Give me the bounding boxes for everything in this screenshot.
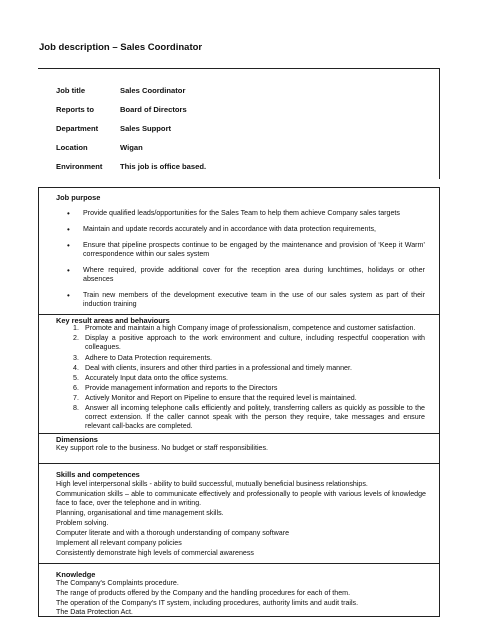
purpose-bullet: • Maintain and update records accurately and in accordance with data protection requirements, — [67, 225, 376, 234]
info-label: Environment — [56, 162, 103, 171]
info-value: This job is office based. — [120, 162, 207, 171]
key-result-item: 6. Provide management information and reports to the Directors — [73, 384, 278, 392]
bullet-icon: • — [67, 291, 70, 300]
job-info-table — [38, 68, 440, 179]
info-label: Reports to — [56, 105, 94, 114]
skills-line: Consistently demonstrate high levels of commercial awareness — [56, 549, 254, 557]
key-result-item: 3. Adhere to Data Protection requirements. — [73, 354, 212, 362]
key-result-item: 1. Promote and maintain a high Company image of professionalism, competence and customer satisfaction. — [73, 324, 416, 332]
info-value: Sales Support — [120, 124, 172, 133]
info-value: Wigan — [120, 143, 143, 152]
dimensions-text: Key support role to the business. No budget or staff responsibilities. — [56, 444, 269, 452]
info-label: Location — [56, 143, 88, 152]
bullet-icon: • — [67, 241, 70, 250]
dimensions-section — [39, 433, 439, 444]
page-title: Job description – Sales Coordinator — [39, 42, 203, 53]
info-label: Department — [56, 124, 99, 133]
skills-line: Planning, organisational and time management skills. — [56, 509, 224, 517]
job-details-table — [38, 187, 440, 617]
key-result-item: 4. Deal with clients, insurers and other third parties in a professional and timely manner. — [73, 364, 352, 372]
knowledge-line: The operation of the Company's IT system, including procedures, authority limits and audit trails. — [56, 599, 359, 607]
info-label: Job title — [56, 86, 86, 95]
skills-line: Problem solving. — [56, 519, 109, 527]
key-result-item: 8. Answer all incoming telephone calls efficiently and politely, transferring callers as quickly as possible to the correct extension. If the caller cannot speak with the person they require, take messages and ensure relevant call-backs are completed. — [73, 404, 425, 431]
knowledge-line: The range of products offered by the Company and the handling procedures for each of them. — [56, 589, 351, 597]
skills-section — [39, 463, 439, 479]
bullet-icon: • — [67, 209, 70, 218]
purpose-bullet: • Provide qualified leads/opportunities for the Sales Team to help them achieve Company sales targets — [67, 209, 400, 218]
bullet-icon: • — [67, 225, 70, 234]
purpose-bullet: • Train new members of the development executive team in the use of our sales system as part of their induction training — [67, 291, 425, 309]
key-result-item: 7. Actively Monitor and Report on Pipeline to ensure that the required level is maintained. — [73, 394, 357, 402]
skills-line: Implement all relevant company policies — [56, 539, 182, 547]
dimensions-heading: Dimensions — [56, 435, 98, 444]
info-value: Sales Coordinator — [120, 86, 186, 95]
skills-line: Communication skills – able to communicate effectively and professionally to people with various levels of knowledge face to face, over the telephone and in writing. — [56, 490, 426, 508]
key-result-item: 5. Accurately Input data onto the office systems. — [73, 374, 229, 382]
key-result-item: 2. Display a positive approach to the work environment and culture, including respectful cooperation with colleagues. — [73, 334, 425, 352]
knowledge-section — [39, 563, 439, 579]
purpose-bullet: • Ensure that pipeline prospects continue to be engaged by the maintenance and provision of ‘Keep it Warm’ correspondence within our sales system — [67, 241, 425, 259]
bullet-icon: • — [67, 266, 70, 275]
purpose-section — [39, 193, 439, 202]
key-results-heading: Key result areas and behaviours — [56, 316, 170, 325]
knowledge-heading: Knowledge — [56, 570, 96, 579]
skills-line: Computer literate and with a thorough understanding of company software — [56, 529, 290, 537]
skills-heading: Skills and competences — [56, 470, 140, 479]
info-value: Board of Directors — [120, 105, 187, 114]
purpose-bullet: • Where required, provide additional cover for the reception area during lunchtimes, holidays or other absences — [67, 266, 425, 284]
skills-line: High level interpersonal skills - ability to build successful, mutually beneficial business relationships. — [56, 480, 368, 488]
knowledge-line: The Company's Complaints procedure. — [56, 579, 179, 587]
knowledge-line: The Data Protection Act. — [56, 608, 133, 616]
purpose-heading: Job purpose — [56, 193, 101, 202]
